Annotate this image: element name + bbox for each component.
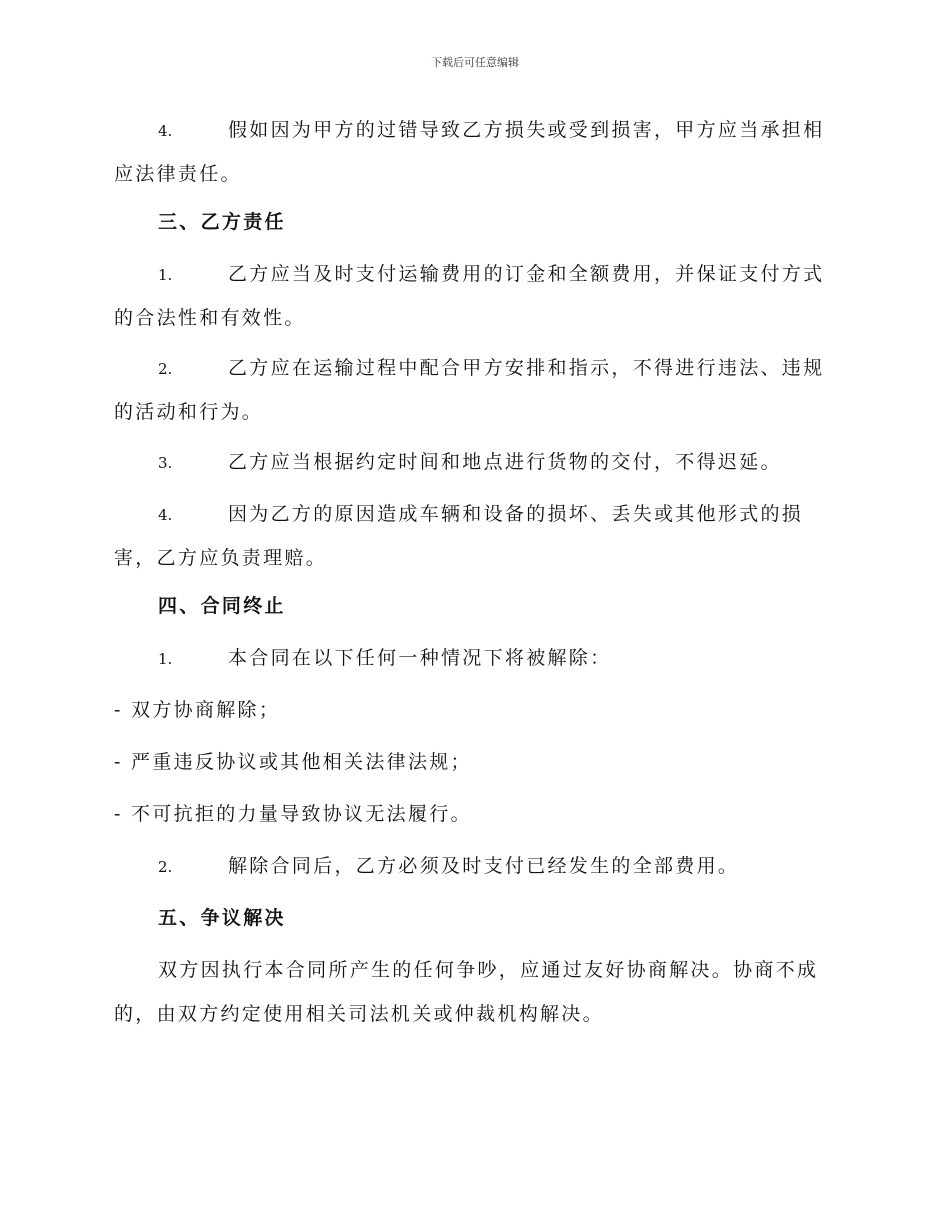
section-title: 三、乙方责任: [158, 211, 286, 233]
clause-number: 2.: [158, 858, 173, 876]
clause-number: 4.: [158, 506, 173, 524]
section-heading-party-b: [114, 200, 834, 244]
list-item-violation: - 严重违反协议或其他相关法律法规；: [114, 751, 472, 773]
clause-number: 1.: [158, 266, 173, 284]
clause-b1: [114, 252, 834, 340]
clause-text: 因为乙方的原因造成车辆和设备的损坏、丢失或其他形式的损: [228, 503, 804, 525]
list-item-force-majeure: - 不可抗拒的力量导致协议无法履行。: [114, 803, 472, 825]
clause-b3: [114, 440, 834, 484]
clause-text: 乙方应在运输过程中配合甲方安排和指示，不得进行违法、违规: [228, 357, 825, 379]
clause-text-cont: 的合法性和有效性。: [114, 307, 306, 329]
clause-a4: [114, 108, 834, 196]
section-heading-termination: [114, 584, 834, 628]
clause-text-cont: 害，乙方应负责理赔。: [114, 547, 328, 569]
clause-number: 3.: [158, 454, 173, 472]
clause-b2: [114, 346, 834, 434]
section-title: 四、合同终止: [158, 595, 286, 617]
paragraph-text-cont: 的，由双方约定使用相关司法机关或仲裁机构解决。: [114, 1003, 604, 1025]
clause-text: 解除合同后，乙方必须及时支付已经发生的全部费用。: [228, 855, 740, 877]
clause-text: 假如因为甲方的过错导致乙方损失或受到损害，甲方应当承担相: [228, 119, 825, 141]
clause-number: 2.: [158, 360, 173, 378]
clause-text: 乙方应当及时支付运输费用的订金和全额费用，并保证支付方式: [228, 263, 825, 285]
section-heading-dispute: [114, 896, 834, 940]
clause-text: 乙方应当根据约定时间和地点进行货物的交付，不得迟延。: [228, 451, 782, 473]
clause-text: 本合同在以下任何一种情况下将被解除：: [228, 647, 612, 669]
page-header: 下载后可任意编辑: [431, 56, 519, 69]
clause-c2: [114, 844, 834, 888]
dispute-paragraph: [114, 948, 834, 1036]
clause-number: 4.: [158, 122, 173, 140]
clause-text-cont: 应法律责任。: [114, 163, 242, 185]
section-title: 五、争议解决: [158, 907, 286, 929]
clause-number: 1.: [158, 650, 173, 668]
clause-c1: [114, 636, 834, 680]
clause-text-cont: 的活动和行为。: [114, 401, 264, 423]
list-item-mutual: - 双方协商解除；: [114, 699, 281, 721]
clause-b4: [114, 492, 834, 580]
paragraph-text: 双方因执行本合同所产生的任何争吵，应通过友好协商解决。协商不成: [158, 959, 819, 981]
